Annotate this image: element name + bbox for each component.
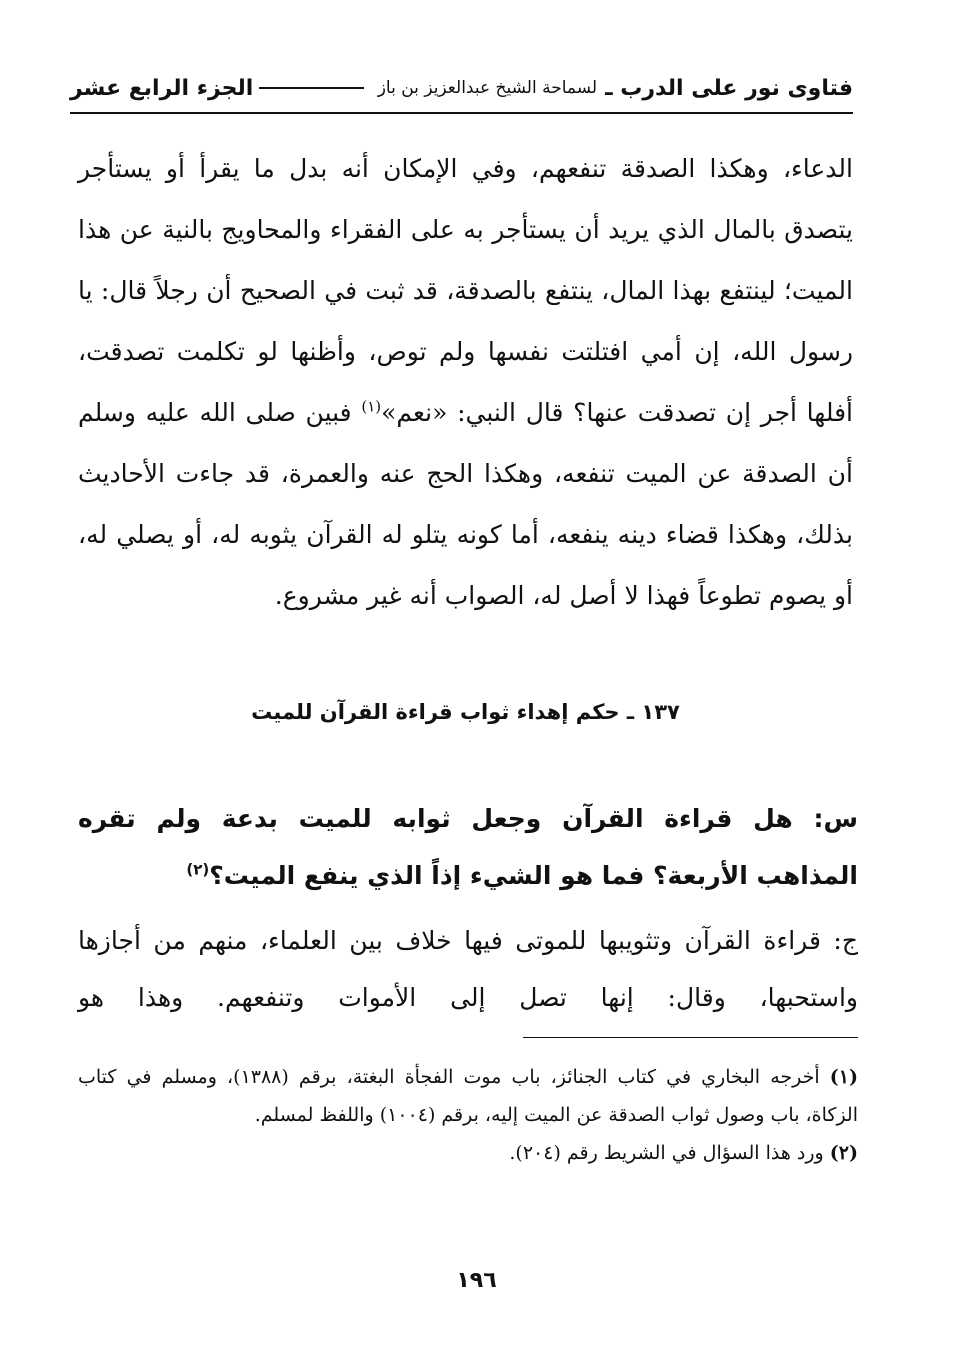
footnote-divider [523, 1037, 858, 1038]
footnote-number: (٢) [829, 1142, 858, 1164]
footnote-item [78, 1134, 858, 1172]
body-text-part2: فبين صلى الله عليه وسلم أن الصدقة عن الميت تنفعه، وهكذا الحج عنه والعمرة، قد جاءت الأحاديث بذلك، وهكذا قضاء دينه ينفعه، أما كونه يتلو له القرآن يثوبه له، أو يصلي له، أو يصوم تطوعاً فهذا لا أصل له، الصواب أنه غير مشروع. [78, 398, 853, 610]
footnote-text: أخرجه البخاري في كتاب الجنائز، باب موت الفجأة البغتة، برقم (١٣٨٨)، ومسلم في كتاب الزكاة، باب وصول ثواب الصدقة عن الميت إليه، برقم (١٠٠٤) واللفظ لمسلم. [78, 1066, 858, 1126]
footnotes [78, 1058, 858, 1172]
page-number: ١٩٦ [456, 1268, 497, 1293]
section-title-text: ـ حكم إهداء ثواب قراءة القرآن للميت [251, 700, 635, 724]
section-heading [78, 700, 853, 724]
header-underline [70, 112, 853, 114]
body-paragraph [78, 138, 853, 626]
footnote-item [78, 1058, 858, 1134]
header-divider [259, 87, 363, 89]
footnote-text: ورد هذا السؤال في الشريط رقم (٢٠٤). [509, 1142, 824, 1164]
question-text: س: هل قراءة القرآن وجعل ثوابه للميت بدعة ولم تقره المذاهب الأربعة؟ فما هو الشيء إذاً الذي ينفع الميت؟ [78, 804, 858, 890]
answer-block [78, 912, 858, 1026]
author-name: لسماحة الشيخ عبدالعزيز بن باز [377, 78, 598, 98]
answer-text: ج: قراءة القرآن وتثويبها للموتى فيها خلاف بين العلماء، منهم من أجازها واستحبها، وقال: إنها تصل إلى الأموات وتنفعهم. وهذا هو [78, 926, 858, 1012]
body-text-part1: الدعاء، وهكذا الصدقة تنفعهم، وفي الإمكان أنه بدل ما يقرأ أو يستأجر يتصدق بالمال الذي يريد أن يستأجر به على الفقراء والمحاويج بالنية عن هذا الميت؛ لينتفع بهذا المال، ينتفع بالصدقة، قد ثبت في الصحيح أن رجلاً قال: يا رسول الله، إن أمي افتلتت نفسها ولم توص، وأظنها لو تكلمت تصدقت، أفلها أجر إن تصدقت عنها؟ قال النبي: «نعم» [78, 154, 853, 427]
book-title: فتاوى نور على الدرب ـ [605, 75, 853, 101]
volume-label: الجزء الرابع عشر [70, 75, 254, 101]
footnote-number: (١) [829, 1066, 858, 1088]
running-header [70, 66, 853, 110]
question-block [78, 790, 858, 904]
footnote-ref-2[interactable]: (٢) [186, 860, 210, 879]
footnote-ref-1[interactable]: (١) [361, 397, 382, 416]
section-number: ١٣٧ [641, 700, 680, 724]
